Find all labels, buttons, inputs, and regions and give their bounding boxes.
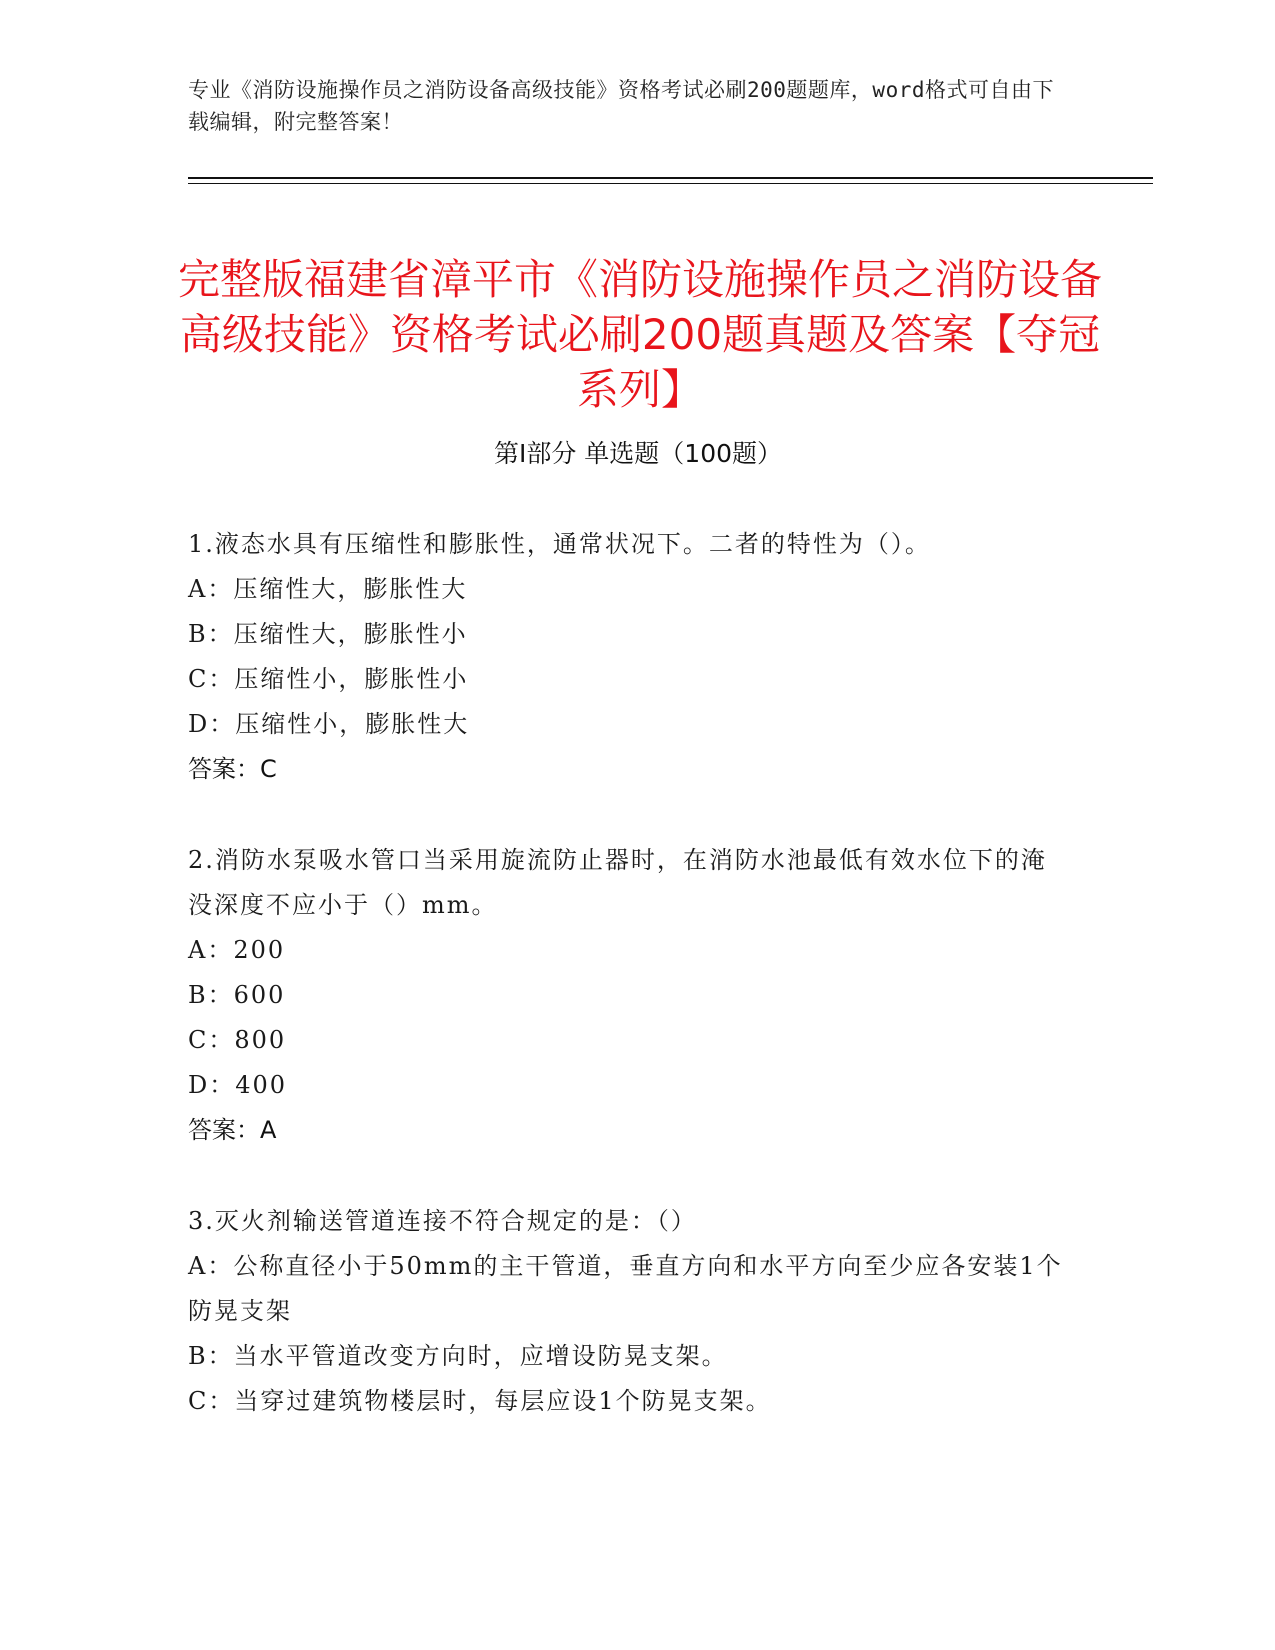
option-c: C：800 — [188, 1026, 287, 1054]
option-a: A：公称直径小于50mm的主干管道，垂直方向和水平方向至少应各安装1个防晃支架 — [188, 1252, 1063, 1325]
question-stem: 3.灭火剂输送管道连接不符合规定的是：（） — [188, 1207, 697, 1235]
section-title: 第Ⅰ部分 单选题（100题） — [493, 439, 783, 468]
question-stem: 2.消防水泵吸水管口当采用旋流防止器时，在消防水池最低有效水位下的淹没深度不应小于（）mm。 — [188, 846, 1047, 919]
header-divider-thick — [188, 177, 1153, 179]
answer: 答案：A — [188, 1116, 277, 1144]
option-c: C：压缩性小，膨胀性小 — [188, 665, 469, 693]
header-divider-thin — [188, 183, 1153, 184]
option-b: B：600 — [188, 981, 286, 1009]
header-note: 专业《消防设施操作员之消防设备高级技能》资格考试必刷200题题库，word格式可自由下载编辑，附完整答案！ — [188, 78, 1054, 134]
answer: 答案：C — [188, 755, 277, 783]
option-b: B：压缩性大，膨胀性小 — [188, 620, 468, 648]
option-c: C：当穿过建筑物楼层时，每层应设1个防晃支架。 — [188, 1387, 772, 1415]
option-a: A：压缩性大，膨胀性大 — [188, 575, 468, 603]
option-d: D：压缩性小，膨胀性大 — [188, 710, 470, 738]
option-d: D：400 — [188, 1071, 288, 1099]
option-b: B：当水平管道改变方向时，应增设防晃支架。 — [188, 1342, 728, 1370]
question-list — [188, 522, 1068, 1470]
question-1 — [188, 522, 1068, 792]
option-a: A：200 — [188, 936, 286, 964]
question-stem: 1.液态水具有压缩性和膨胀性，通常状况下。二者的特性为（）。 — [188, 530, 931, 558]
document-title: 完整版福建省漳平市《消防设施操作员之消防设备高级技能》资格考试必刷200题真题及答案【夺冠系列】 — [177, 255, 1102, 415]
question-2 — [188, 838, 1068, 1153]
question-3 — [188, 1199, 1068, 1424]
